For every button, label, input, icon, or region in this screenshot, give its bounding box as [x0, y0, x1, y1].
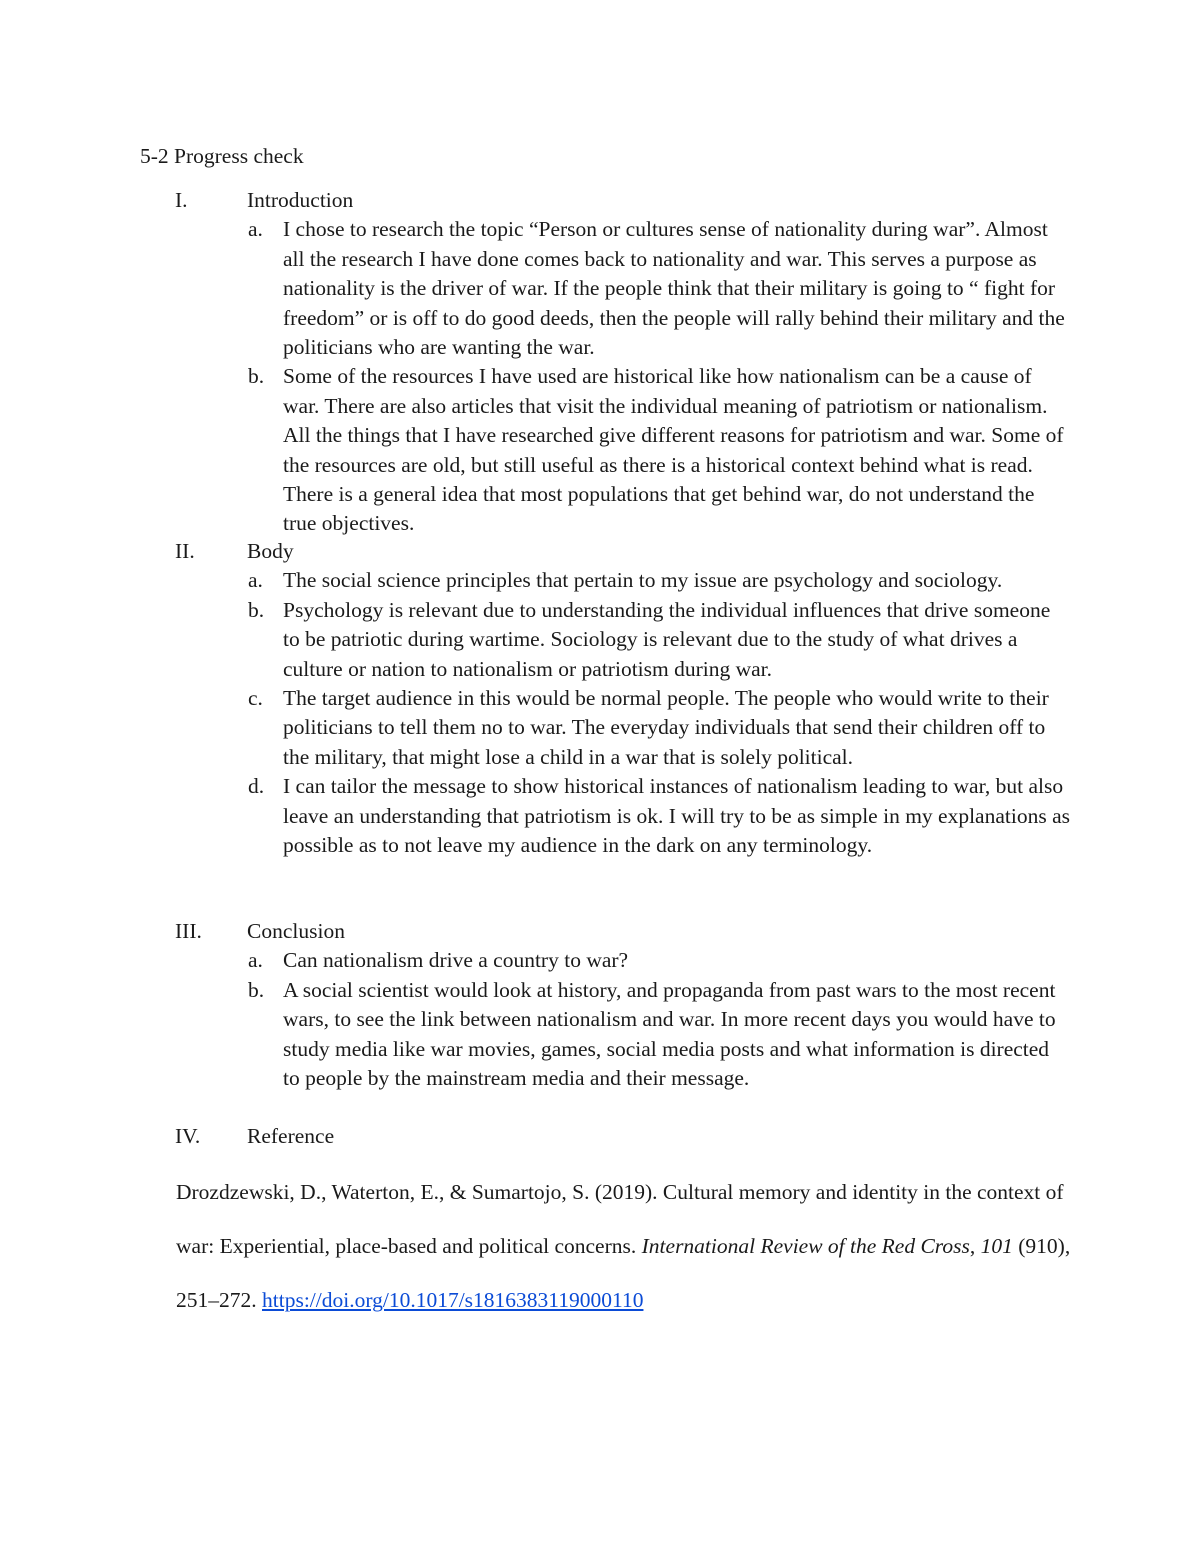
list-item	[140, 684, 1070, 772]
item-letter: a.	[248, 948, 263, 973]
item-text: Can nationalism drive a country to war?	[283, 948, 629, 973]
item-letter: b.	[248, 364, 265, 389]
section-numeral: I.	[175, 188, 188, 212]
section-label: Reference	[247, 1124, 335, 1148]
section-numeral: III.	[175, 919, 202, 943]
section-label: Body	[247, 539, 294, 563]
list-item	[140, 596, 1070, 684]
section-heading	[140, 186, 1070, 215]
reference-entry: Drozdzewski, D., Waterton, E., & Sumartojo, S. (2019). Cultural memory and identity in the context of war: Experiential, place-based and political concerns. International Review of the Red Cross, 101 (910), 251–272. https://doi.org/10.1017/s1816383119000110	[176, 1180, 1071, 1312]
item-text: Psychology is relevant due to understanding the individual influences that drive someone to be patriotic during wartime. Sociology is relevant due to the study of what drives a culture or nation to nationalism or patriotism during war.	[283, 597, 1051, 681]
list-item	[140, 772, 1070, 860]
list-item	[140, 362, 1070, 538]
list-item	[140, 215, 1070, 362]
section-numeral: II.	[175, 539, 195, 563]
section-body	[140, 537, 1070, 860]
item-text: The target audience in this would be normal people. The people who would write to their politicians to tell them no to war. The everyday individuals that send their children off to the military, that might lose a child in a war that is solely political.	[283, 686, 1049, 769]
reference-volume: 101	[980, 1234, 1013, 1258]
section-heading	[140, 1122, 1070, 1151]
section-numeral: IV.	[175, 1124, 201, 1148]
list-item	[140, 566, 1070, 595]
item-letter: a.	[248, 217, 263, 242]
section-conclusion	[140, 917, 1070, 1093]
section-label: Introduction	[247, 188, 354, 212]
page-title: 5-2 Progress check	[140, 144, 304, 168]
section-introduction	[140, 186, 1070, 539]
item-letter: b.	[248, 597, 265, 622]
list-item	[140, 946, 1070, 975]
item-letter: b.	[248, 977, 265, 1002]
section-heading	[140, 537, 1070, 566]
item-text: I chose to research the topic “Person or cultures sense of nationality during war”. Almost all the research I have done comes back to nationality and war. This serves a purpose as nationality is the driver of war. If the people think that their military is going to “ fight for freedom” or is off to do good deeds, then the people will rally behind their military and the politicians who are wanting the war.	[283, 217, 1065, 360]
item-text: Some of the resources I have used are historical like how nationalism can be a cause of war. There are also articles that visit the individual meaning of patriotism or nationalism. All the things that I have researched give different reasons for patriotism and war. Some of the resources are old, but still useful as there is a historical context behind what is read. There is a general idea that most populations that get behind war, do not understand the true objectives.	[283, 364, 1064, 536]
reference-issue-pages: (910), 251–272.	[176, 1234, 1071, 1312]
list-item	[140, 976, 1070, 1094]
item-text: The social science principles that pertain to my issue are psychology and sociology.	[283, 568, 1003, 593]
item-letter: d.	[248, 774, 265, 799]
reference-citation: Drozdzewski, D., Waterton, E., & Sumartojo, S. (2019). Cultural memory and identity in the context of war: Experiential, place-based and political concerns.	[176, 1180, 1064, 1258]
section-heading	[140, 917, 1070, 946]
section-reference	[140, 1122, 1070, 1151]
item-text: A social scientist would look at history, and propaganda from past wars to the most recent wars, to see the link between nationalism and war. In more recent days you would have to study media like war movies, games, social media posts and what information is directed to people by the mainstream media and their message.	[283, 977, 1056, 1091]
section-label: Conclusion	[247, 919, 345, 943]
reference-journal: International Review of the Red Cross	[641, 1234, 970, 1258]
item-letter: c.	[248, 686, 263, 711]
item-letter: a.	[248, 568, 263, 593]
item-text: I can tailor the message to show historical instances of nationalism leading to war, but also leave an understanding that patriotism is ok. I will try to be as simple in my explanations as possible as to not leave my audience in the dark on any terminology.	[283, 774, 1070, 858]
reference-doi-link[interactable]: https://doi.org/10.1017/s1816383119000110	[262, 1288, 644, 1312]
